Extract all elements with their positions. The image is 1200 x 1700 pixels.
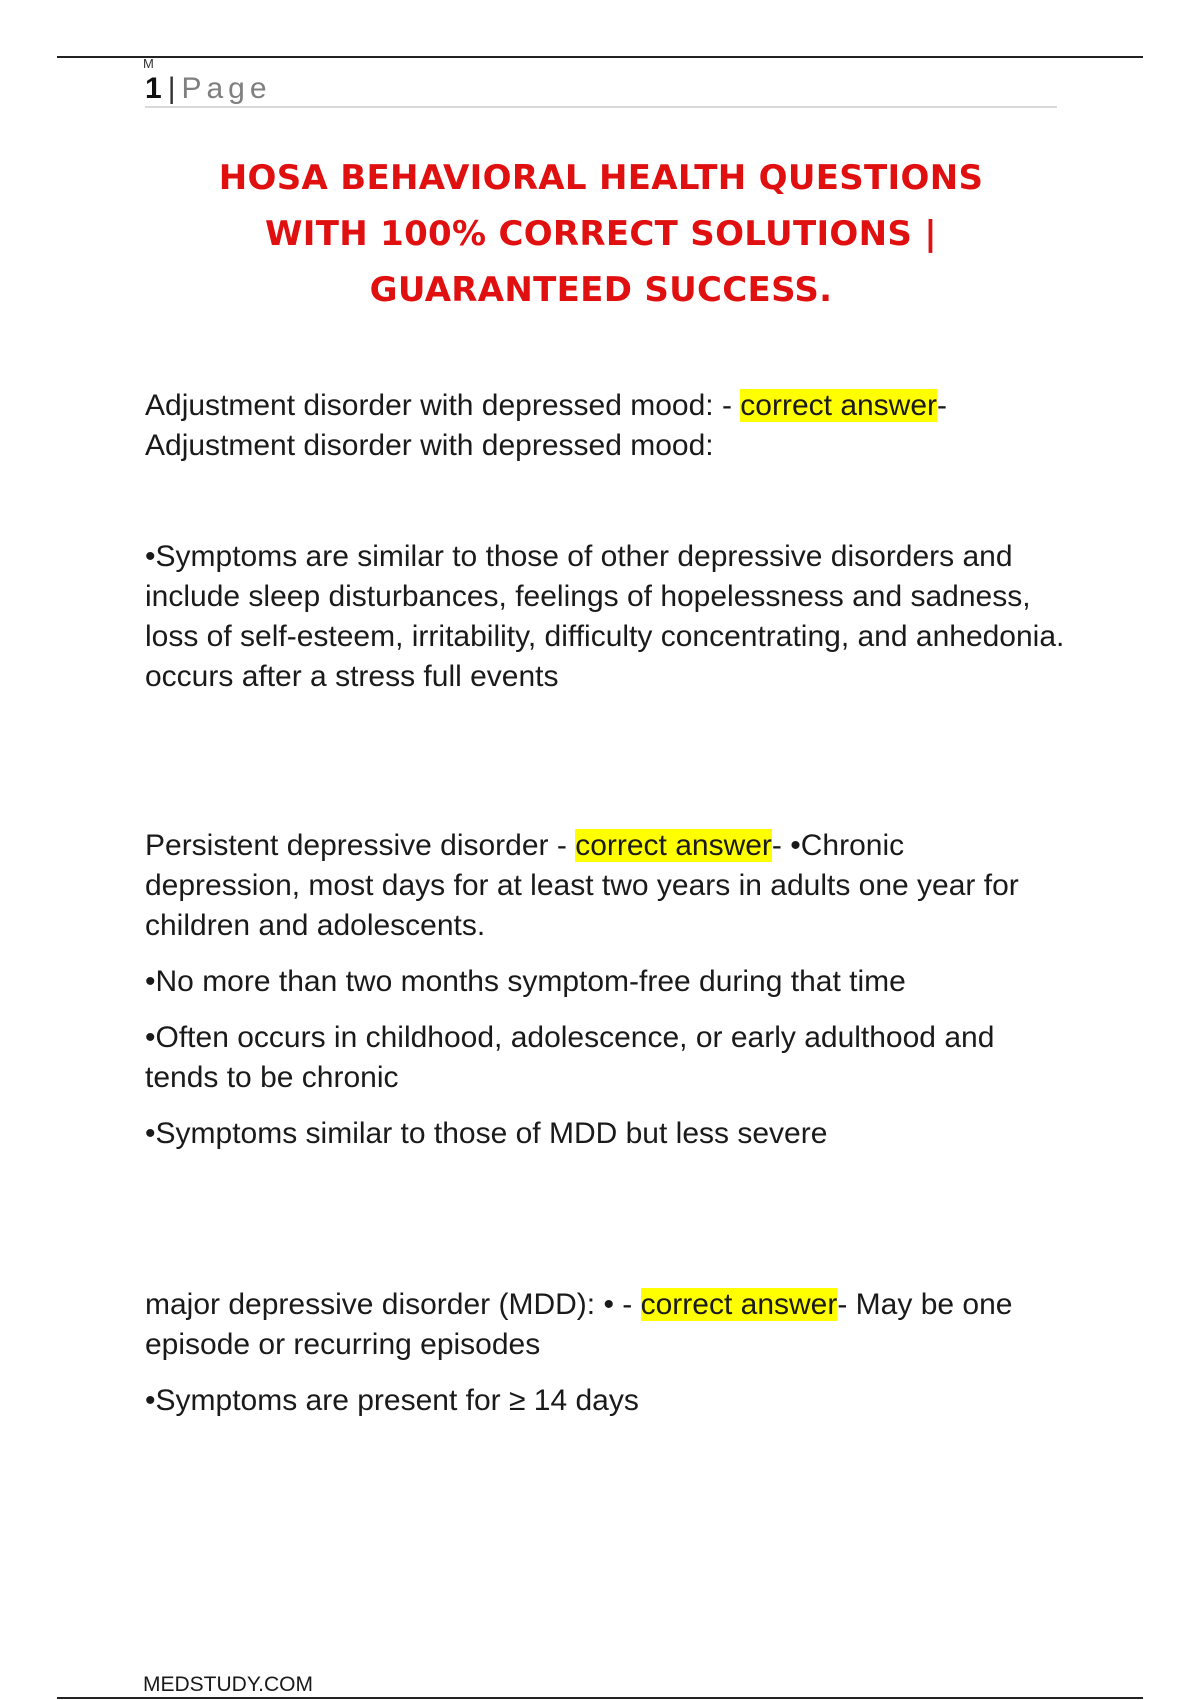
answer-text: - May be one episode or recurring episodes [145,1288,1013,1361]
entry-adjustment-disorder [145,386,1065,466]
question-text: major depressive disorder (MDD): • - [145,1288,641,1321]
bullet-paragraph: •Symptoms are present for ≥ 14 days [145,1384,639,1417]
answer-text: - •Chronic depression, most days for at least two years in adults one year for children and adolescents. [145,829,1019,942]
footer-site-name: MEDSTUDY.COM [143,1673,313,1696]
bullet-paragraph: •Symptoms are similar to those of other depressive disorders and include sleep disturbances, feelings of hopelessness and sadness, loss of self-esteem, irritability, difficulty concentrating, and anhedonia. occurs after a stress full events [145,540,1065,693]
top-rule [57,56,1143,58]
bullet-paragraph: •Often occurs in childhood, adolescence, or early adulthood and tends to be chronic [145,1021,995,1094]
question-text: Persistent depressive disorder - [145,829,576,862]
title-line-1: HOSA BEHAVIORAL HEALTH QUESTIONS [218,158,984,198]
page-word: Page [181,72,272,105]
entry-adjustment-disorder-details [145,537,1065,697]
document-title [145,150,1057,318]
entry-question-paragraph [145,386,1065,466]
page-header [145,72,1057,108]
header-mark: M [143,56,154,71]
question-text: Adjustment disorder with depressed mood: - [145,389,741,422]
correct-answer-highlight: correct answer [740,389,938,422]
title-line-2: WITH 100% CORRECT SOLUTIONS | [264,214,938,254]
bottom-rule [57,1697,1143,1699]
answer-text: - Adjustment disorder with depressed mood: [145,389,948,462]
correct-answer-highlight: correct answer [575,829,772,862]
entry-question-paragraph [145,826,1065,946]
correct-answer-highlight: correct answer [640,1288,838,1321]
entry-question-paragraph [145,1285,1065,1365]
page-number: 1 [145,72,162,105]
bullet-paragraph: •No more than two months symptom-free during that time [145,965,906,998]
entry-persistent-depressive-disorder [145,826,1065,1154]
page-separator: | [167,72,176,105]
bullet-paragraph: •Symptoms similar to those of MDD but less severe [145,1117,828,1150]
entry-major-depressive-disorder [145,1285,1065,1421]
title-line-3: GUARANTEED SUCCESS. [369,270,833,310]
